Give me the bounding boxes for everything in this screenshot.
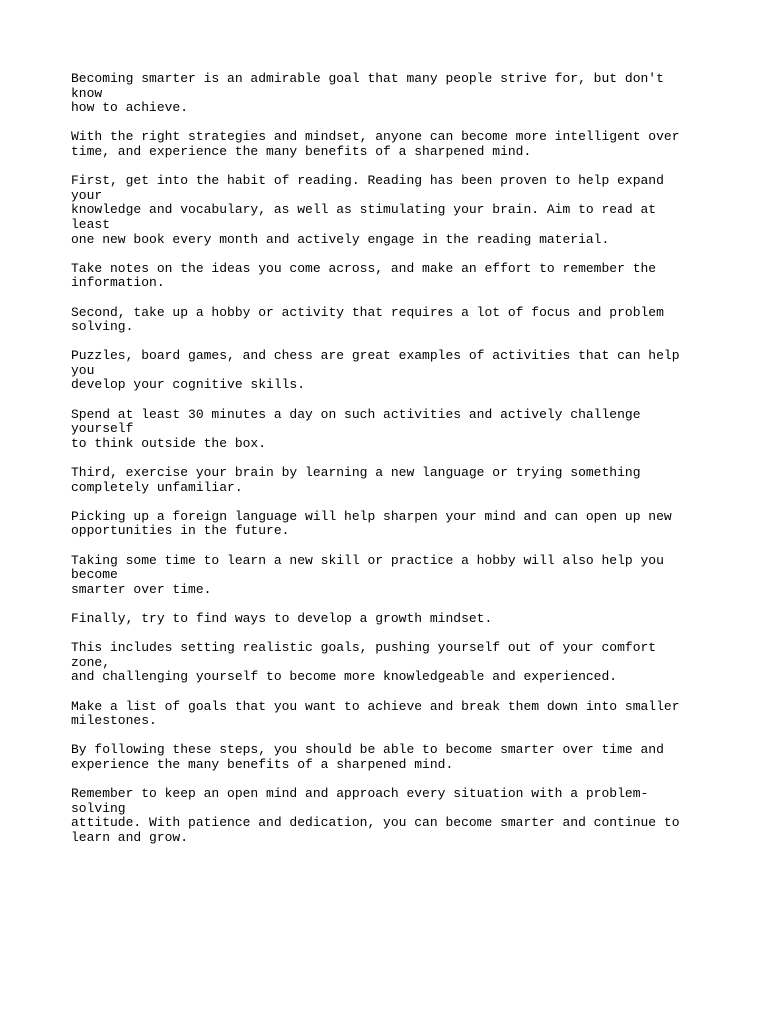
paragraph-foreign-language: Picking up a foreign language will help sharpen your mind and can open up new opportunities in the future. — [71, 508, 672, 539]
paragraph-strategies: With the right strategies and mindset, anyone can become more intelligent over time, and experience the many benefits of a sharpened mind. — [71, 129, 680, 159]
paragraph-intro: Becoming smarter is an admirable goal that many people strive for, but don't know how to achieve. — [71, 71, 664, 116]
paragraph-notes: Take notes on the ideas you come across, and make an effort to remember the information. — [71, 260, 657, 291]
paragraph-language: Third, exercise your brain by learning a new language or trying something completely unfamiliar. — [71, 465, 641, 495]
paragraph-growth-mindset: Finally, try to find ways to develop a growth mindset. — [71, 610, 493, 626]
paragraph-hobby: Second, take up a hobby or activity that requires a lot of focus and problem solving. — [71, 304, 664, 335]
paragraph-conclusion: Remember to keep an open mind and approach every situation with a problem-solving attitude. With patience and dedication, you can become smarter and continue to learn and grow. — [71, 786, 680, 845]
paragraph-puzzles: Puzzles, board games, and chess are great examples of activities that can help you develop your cognitive skills. — [71, 348, 680, 393]
paragraph-following-steps: By following these steps, you should be able to become smarter over time and experience the many benefits of a sharpened mind. — [71, 742, 664, 772]
paragraph-goals: This includes setting realistic goals, pushing yourself out of your comfort zone, and challenging yourself to become more knowledgeable and experienced. — [71, 640, 657, 685]
paragraph-new-skill: Taking some time to learn a new skill or practice a hobby will also help you become smarter over time. — [71, 552, 664, 597]
paragraph-reading: First, get into the habit of reading. Reading has been proven to help expand your knowledge and vocabulary, as well as stimulating your brain. Aim to read at least one new book every month and actively engage in the reading material. — [71, 173, 664, 247]
paragraph-milestones: Make a list of goals that you want to achieve and break them down into smaller milestones. — [71, 698, 680, 729]
paragraph-daily-practice: Spend at least 30 minutes a day on such activities and actively challenge yourself to think outside the box. — [71, 406, 641, 451]
